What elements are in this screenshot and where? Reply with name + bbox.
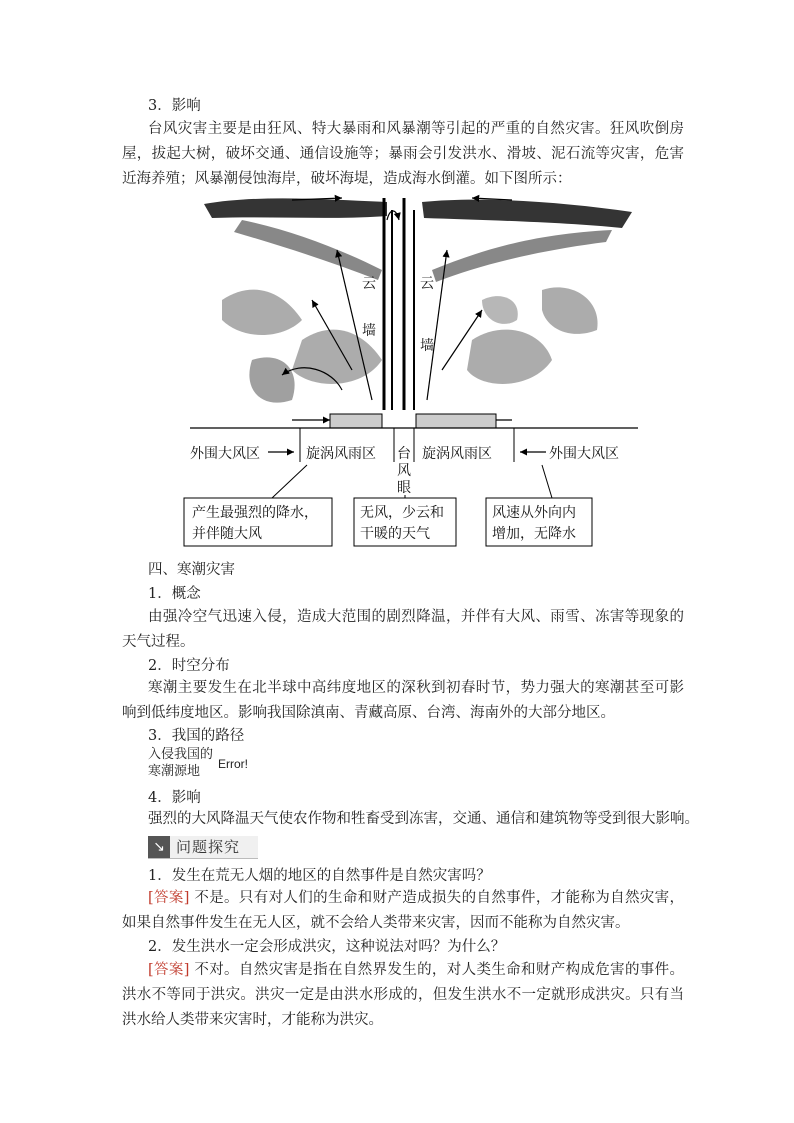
answer-1 xyxy=(122,886,684,936)
path-line-b: 寒潮源地 xyxy=(148,764,201,779)
callout-1-line-2: 并伴随大风 xyxy=(192,526,262,542)
answer-2-text: 不对。自然灾害是指在自然界发生的，对人类生命和财产构成危害的事件。洪水不等同于洪灾。洪灾一定是由洪水形成的，但发生洪水不一定就形成洪灾。只有当洪水给人类带来灾害时，才能称为洪灾。 xyxy=(122,962,685,1028)
label-eye-3: 眼 xyxy=(397,480,411,496)
answer-1-text: 不是。只有对人们的生命和财产造成损失的自然事件，才能称为自然灾害，如果自然事件发生在无人区，就不会给人类带来灾害，因而不能称为自然灾害。 xyxy=(122,890,685,931)
label-outer-left: 外围大风区 xyxy=(190,446,260,462)
section4-h3: 3．我国的路径 xyxy=(148,728,245,744)
label-cloud-left: 云 xyxy=(362,276,376,292)
inquiry-title: 问题探究 xyxy=(176,838,241,856)
answer-2-tag: [答案] xyxy=(148,962,190,978)
section4-p1: 由强冷空气迅速入侵，造成大范围的剧烈降温，并伴有大风、雨雪、冻害等现象的天气过程。 xyxy=(122,609,684,650)
s3-heading: 3．影响 xyxy=(148,98,201,114)
pointer-lines xyxy=(272,465,552,498)
callout-3-line-1: 风速从外向内 xyxy=(492,505,576,521)
answer-1-tag: [答案] xyxy=(148,890,190,906)
section4-h2: 2．时空分布 xyxy=(148,658,230,674)
label-vortex-left: 旋涡风雨区 xyxy=(306,446,376,462)
path-line-a: 入侵我国的 xyxy=(148,747,214,762)
label-outer-right: 外围大风区 xyxy=(549,446,619,462)
callout-2-line-2: 干暖的天气 xyxy=(360,526,430,542)
question-1: 1．发生在荒无人烟的地区的自然事件是自然灾害吗？ xyxy=(148,868,491,884)
path-error: Error! xyxy=(218,757,248,771)
eyewall-lines xyxy=(384,198,414,410)
s3-paragraph: 台风灾害主要是由狂风、特大暴雨和风暴潮等引起的严重的自然灾害。狂风吹倒房屋，拔起大树，破坏交通、通信设施等；暴雨会引发洪水、滑坡、泥石流等灾害，危害近海养殖；风暴潮侵蚀海岸，破坏海堤，造成海水倒灌。如下图所示： xyxy=(122,121,684,187)
callout-2-line-1: 无风，少云和 xyxy=(360,505,444,521)
section4-title: 四、寒潮灾害 xyxy=(148,562,235,578)
label-cloud-right: 云 xyxy=(420,276,434,292)
cloud-texture xyxy=(204,198,632,402)
callout-1-line-1: 产生最强烈的降水， xyxy=(192,505,318,521)
label-eye-1: 台 xyxy=(397,446,411,462)
inquiry-banner xyxy=(148,836,258,859)
question-2: 2．发生洪水一定会形成洪灾，这种说法对吗？为什么？ xyxy=(148,939,506,955)
callout-3-line-2: 增加，无降水 xyxy=(492,526,576,542)
airflow-arrows xyxy=(282,198,512,420)
label-vortex-right: 旋涡风雨区 xyxy=(422,446,492,462)
label-wall-left: 墙 xyxy=(362,323,376,339)
section4-p2: 寒潮主要发生在北半球中高纬度地区的深秋到初春时节，势力强大的寒潮甚至可影响到低纬度地区。影响我国除滇南、青藏高原、台湾、海南外的大部分地区。 xyxy=(122,680,684,721)
section4-p4: 强烈的大风降温天气使农作物和牲畜受到冻害，交通、通信和建筑物等受到很大影响。 xyxy=(148,811,699,827)
eye-columns xyxy=(330,414,496,428)
section4-h4: 4．影响 xyxy=(148,790,201,806)
arrow-icon: ↘ xyxy=(148,836,170,858)
label-wall-right: 墙 xyxy=(420,338,434,354)
label-eye-2: 风 xyxy=(397,463,411,479)
section4-h1: 1．概念 xyxy=(148,586,201,602)
answer-2 xyxy=(122,958,684,1033)
typhoon-structure-diagram xyxy=(182,190,642,550)
